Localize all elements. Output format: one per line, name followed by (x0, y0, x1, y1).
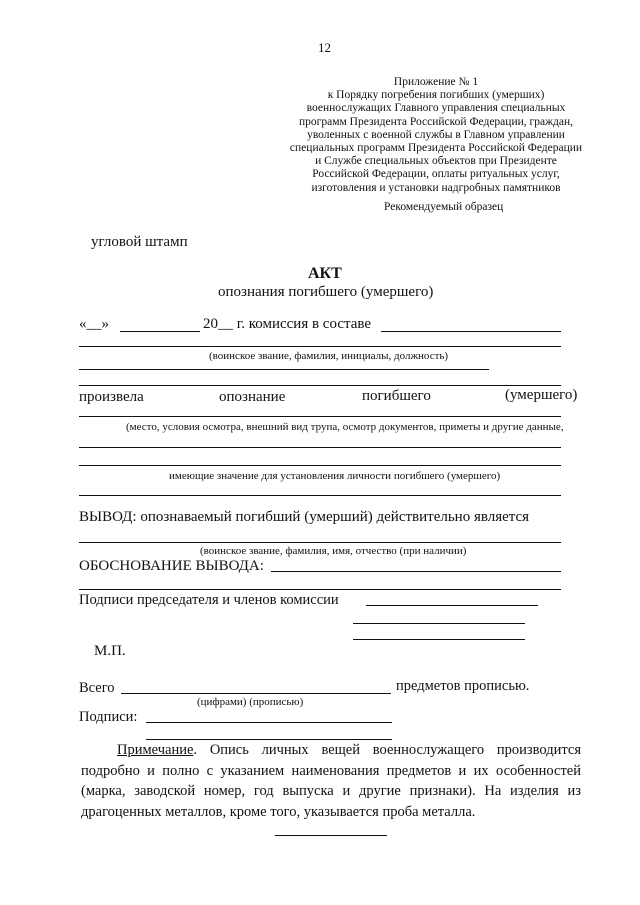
signatures-label: Подписи: (79, 709, 138, 725)
note-paragraph (81, 740, 581, 822)
blank-line (79, 369, 489, 370)
signature-line (353, 623, 525, 624)
blank-line (79, 385, 561, 386)
signature-line (353, 639, 525, 640)
caption-rank-name: (воинское звание, фамилия, инициалы, должность) (209, 350, 449, 362)
blank-line (79, 589, 561, 590)
caption-numbers: (цифрами) (прописью) (197, 696, 304, 708)
header-line: Приложение № 1 (393, 76, 479, 88)
header-line: военнослужащих Главного управления специальных (306, 102, 566, 115)
total-prefix: Всего (79, 680, 115, 696)
commission-signatures-label: Подписи председателя и членов комиссии (79, 592, 339, 608)
header-line: программ Президента Российской Федерации, граждан, (298, 115, 574, 128)
signature-line (146, 722, 392, 723)
blank-line (79, 495, 561, 496)
date-day: «__» (79, 316, 109, 332)
date-year-commission: 20__ г. комиссия в составе (203, 316, 372, 332)
header-line: специальных программ Президента Российской Федерации (289, 142, 583, 155)
deceased-word: погибшего (362, 388, 431, 404)
appendix-header (286, 76, 586, 195)
stamp-label: угловой штамп (91, 234, 188, 250)
blank-line (79, 447, 561, 448)
header-line: уволенных с военной службы в Главном управлении (307, 128, 565, 141)
document-title: АКТ (308, 265, 342, 282)
commission-line (381, 331, 561, 332)
died-word: (умершего) (505, 387, 578, 403)
date-month-line (120, 331, 200, 332)
caption-significance: имеющие значение для установления личности погибшего (умершего) (169, 470, 501, 482)
header-line: изготовления и установки надгробных памятников (311, 181, 561, 194)
document-subtitle: опознания погибшего (умершего) (218, 284, 434, 300)
sample-note: Рекомендуемый образец (384, 201, 504, 213)
page-number: 12 (318, 40, 331, 55)
produced-word: произвела (79, 389, 144, 405)
header-line: к Порядку погребения погибших (умерших) (327, 89, 545, 102)
note-text: . Опись личных вещей военнослужащего производится подробно и полно с указанием наименования предметов и их особенностей (марка, заводской номер, год выпуска и другие признаки). На изделия из драгоценных металлов, кроме того, указывается проба металла. (81, 742, 581, 820)
total-line (121, 693, 391, 694)
blank-line (79, 416, 561, 417)
blank-line (79, 346, 561, 347)
caption-rank-full: (воинское звание, фамилия, имя, отчество (при наличии) (200, 545, 467, 557)
end-line (275, 835, 387, 836)
header-line: и Службе специальных объектов при Президенте (315, 155, 557, 168)
basis-line (271, 571, 561, 572)
note-label: Примечание (117, 742, 194, 758)
blank-line (79, 542, 561, 543)
total-suffix: предметов прописью. (396, 678, 530, 694)
caption-place: (место, условия осмотра, внешний вид трупа, осмотр документов, приметы и другие данные, (126, 421, 564, 433)
identification-word: опознание (219, 389, 286, 405)
conclusion-text: ВЫВОД: опознаваемый погибший (умерший) действительно является (79, 509, 530, 525)
seal-label: М.П. (94, 643, 126, 659)
blank-line (79, 465, 561, 466)
header-line: Российской Федерации, оплаты ритуальных услуг, (312, 168, 560, 181)
basis-label: ОБОСНОВАНИЕ ВЫВОДА: (79, 558, 264, 574)
signature-line (366, 605, 538, 606)
